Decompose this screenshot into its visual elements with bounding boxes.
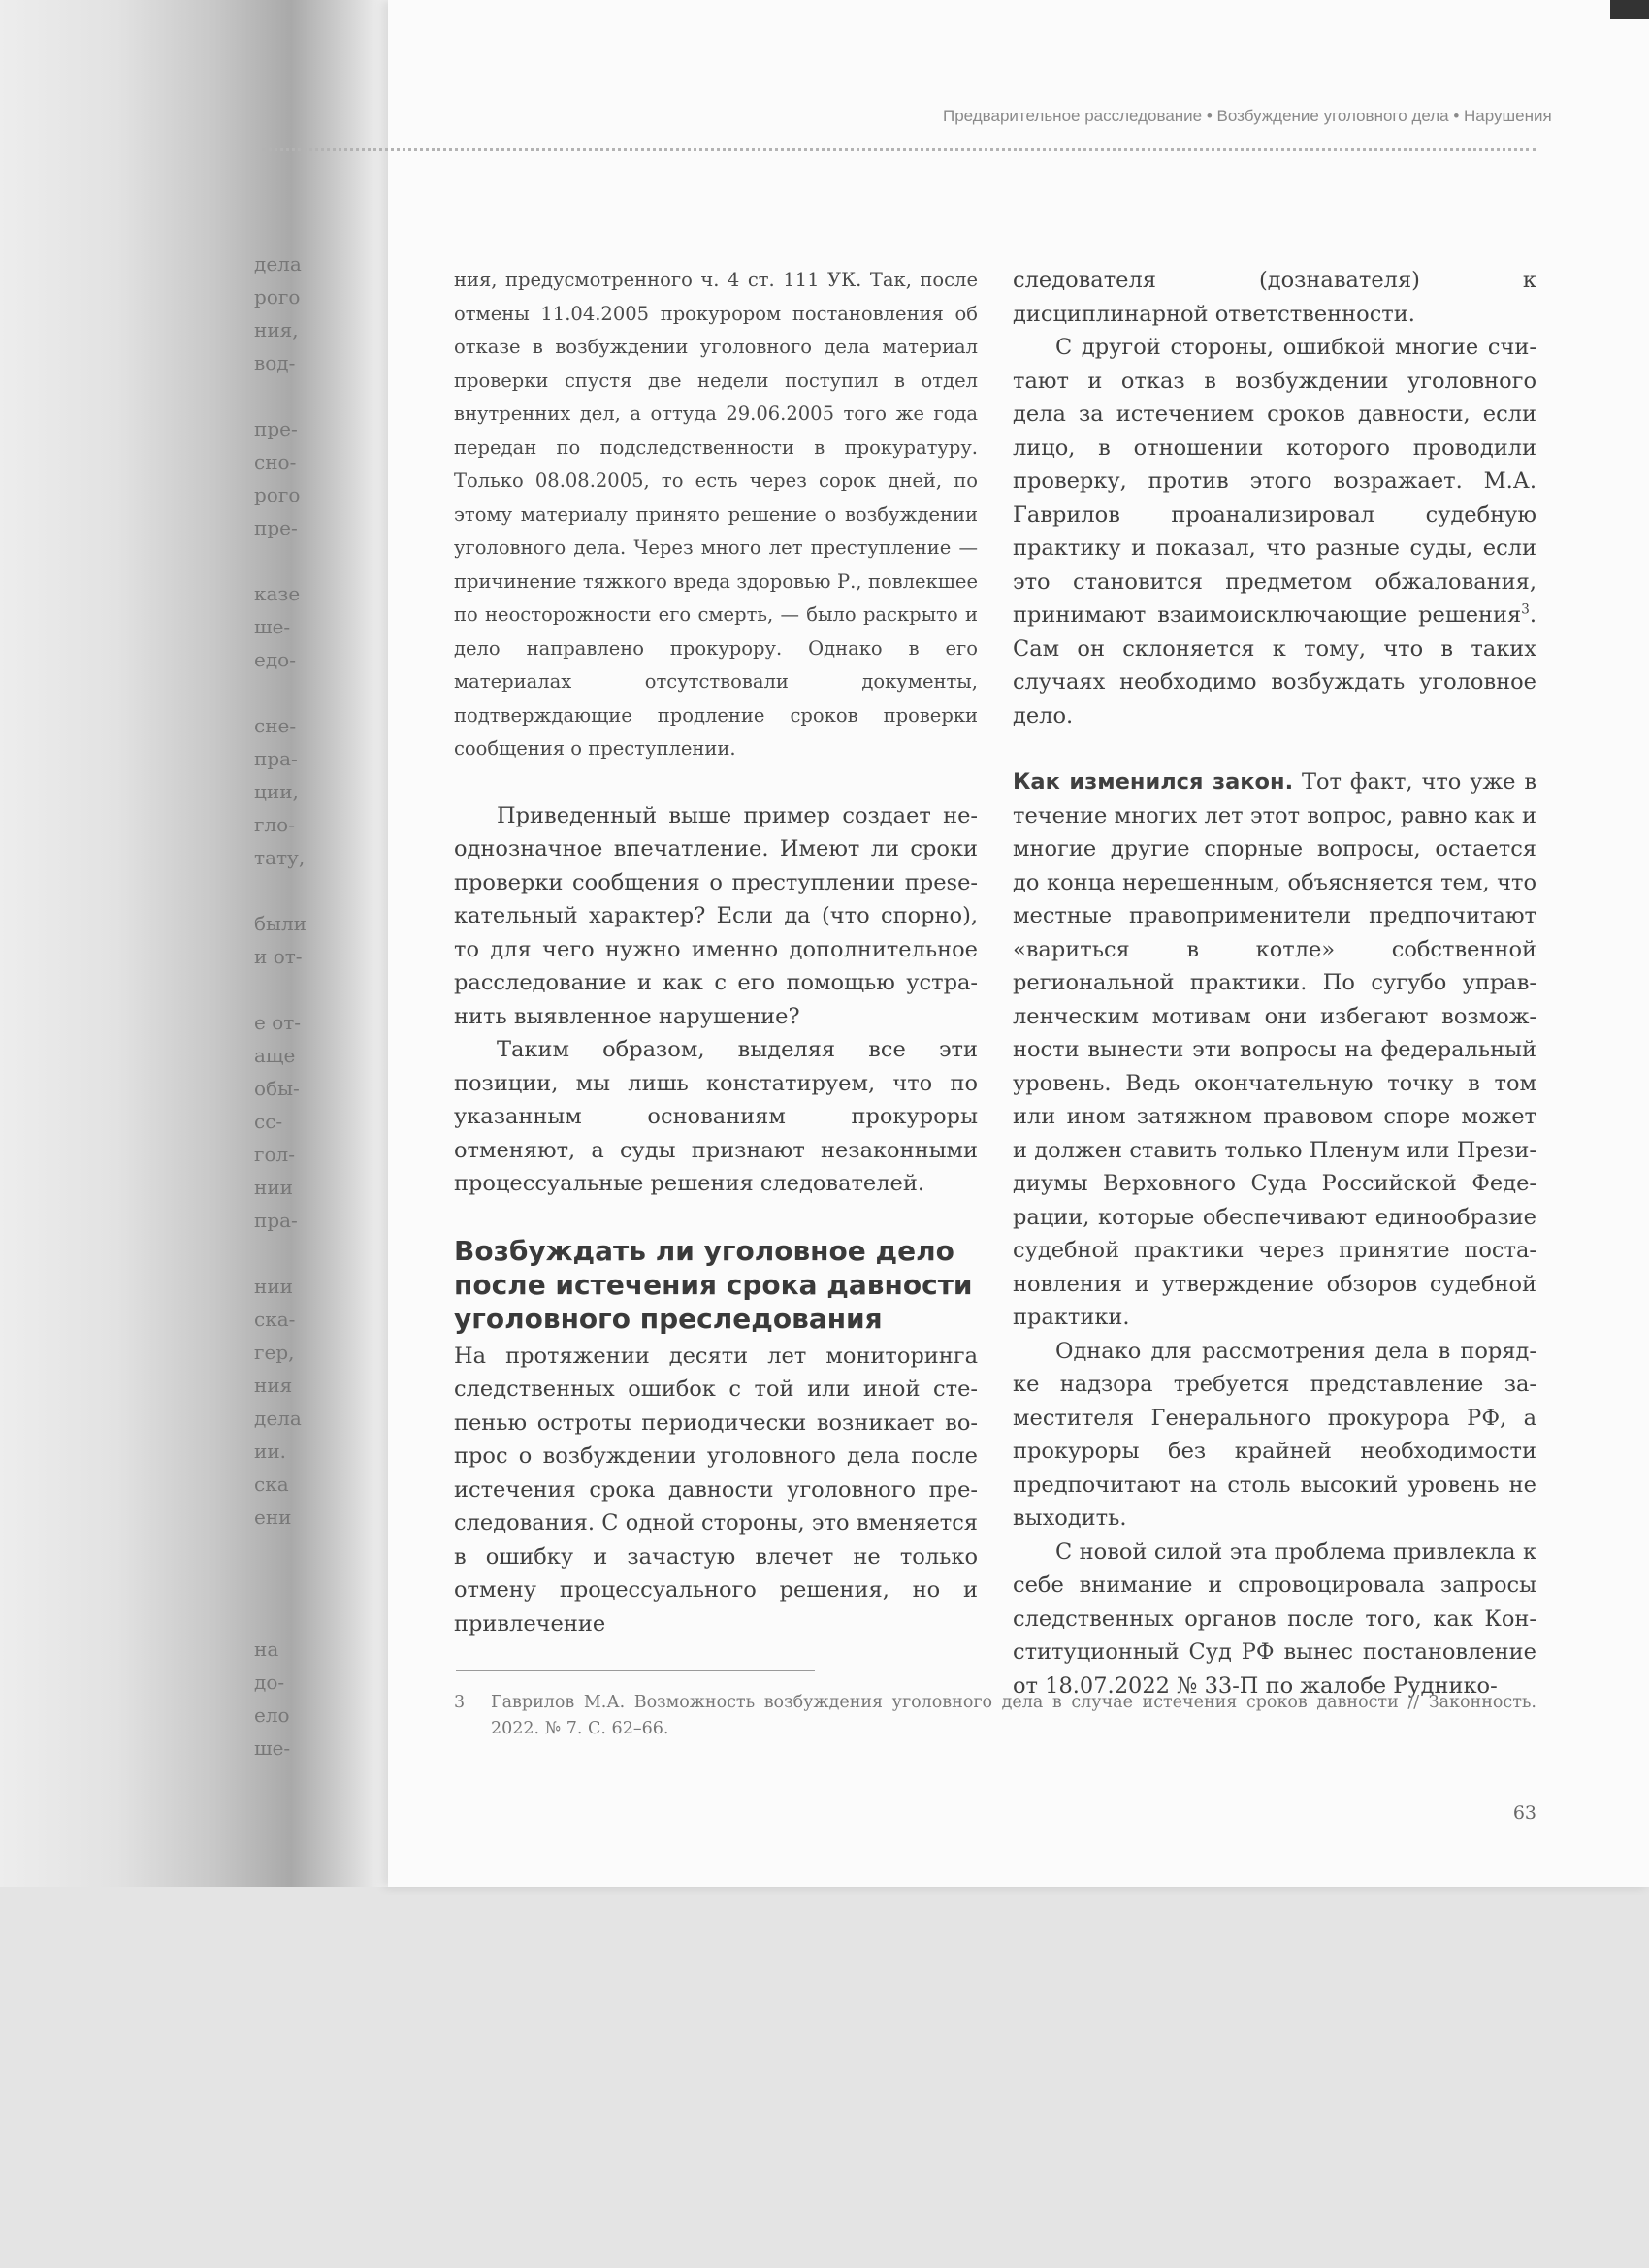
paragraph: следователя (дознавателя) к дисциплинарной ответственности. <box>1013 268 1536 327</box>
previous-page-fragment: дела <box>254 1407 302 1430</box>
previous-page-fragment: тату, <box>254 846 306 869</box>
previous-page-fragment: ело <box>254 1703 290 1727</box>
previous-page-fragment: ше- <box>254 615 291 638</box>
paragraph: Однако для рассмотрения дела в порядке надзора требуется представление заместителя Генерального прокурора РФ, а прокуроры без крайней необходимости предпочитают на столь высокий уровень не выходить. <box>1013 1338 1536 1531</box>
previous-page-fragment: аще <box>254 1044 296 1067</box>
previous-page-fragment: ии. <box>254 1440 287 1463</box>
previous-page-fragment: рого <box>254 483 301 506</box>
section-heading: Возбуждать ли уголовное дело после истечения срока давности уголовного преследования <box>454 1234 973 1335</box>
footnote-number: 3 <box>454 1693 466 1712</box>
previous-page-fragment: сне- <box>254 714 297 737</box>
previous-page-fragment: были <box>254 912 307 935</box>
footnote-text: Гаврилов М.А. Возможность возбуждения уголовного дела в случае истечения сроков давности // Законность. 2022. № 7. С. 62–66. <box>491 1693 1536 1738</box>
footnote <box>454 1690 1536 1742</box>
previous-page-fragment: ени <box>254 1506 292 1529</box>
header-dotted-rule <box>262 148 1536 151</box>
paragraph-text: С другой стороны, ошибкой многие считают и отказ в возбуждении уголовного дела за истечением сроков давности, если лицо, в отношении которого проводили проверку, против этого возражает. М.А. Гаврилов проанализировал судебную практику и показал, что разные суды, если это становится предметом обжалования, принимают взаимоисключающие решения <box>1013 335 1536 628</box>
previous-page-fragment: до- <box>254 1670 285 1694</box>
previous-page-fragment: ции, <box>254 780 299 803</box>
scan-corner <box>1610 0 1649 19</box>
previous-page-fragment: ска <box>254 1473 289 1496</box>
previous-page-fragment <box>254 874 312 907</box>
page-number: 63 <box>1512 1802 1536 1824</box>
previous-page-fragment <box>254 544 312 577</box>
paragraph: На протяжении десяти лет мониторинга следственных ошибок с той или иной степенью остроты периодически возникает вопрос о возбуждении уголовного дела после истечения срока давности уголовного преследования. С одной стороны, это вменяется в ошибку и зачастую влечет не только отмену процессуального решения, но и привлечение <box>454 1343 978 1636</box>
previous-page-fragment: вод- <box>254 351 296 374</box>
previous-page-fragment: рого <box>254 285 301 308</box>
previous-page-fragment: гер, <box>254 1341 295 1364</box>
previous-page-fragment: казе <box>254 582 301 605</box>
previous-page-fragment <box>254 1567 312 1600</box>
previous-page-fragment: пра- <box>254 1209 298 1232</box>
previous-page-fragment: е от- <box>254 1011 302 1034</box>
previous-page-edge <box>254 247 312 1761</box>
paragraph-text: Тот факт, что уже в течение многих лет этот вопрос, равно как и многие другие спорные вопросы, остается до конца нерешенным, объясняется тем, что местные правоприменители предпочитают «вариться в котле» собственной региональной практики. По сугубо управленческим мотивам они избегают возможности вынести эти вопросы на федеральный уровень. Ведь окончательную точку в том или ином затяжном правовом споре может и должен ставить только Пленум или Президиумы Верховного Суда Российской Федерации, которые обеспечивают единообразие судебной практики через принятие постановления и утверждение обзоров судебной практики. <box>1013 769 1537 1330</box>
right-column <box>1013 264 1536 1702</box>
previous-page-fragment <box>254 676 312 709</box>
paragraph <box>1013 765 1536 1335</box>
previous-page-fragment: сно- <box>254 450 297 473</box>
previous-page-fragment <box>254 1600 312 1633</box>
previous-page-fragment: нии <box>254 1275 293 1298</box>
footnote-reference: 3 <box>1521 601 1530 618</box>
previous-page-fragment: дела <box>254 252 302 275</box>
previous-page-fragment: ска- <box>254 1308 296 1331</box>
previous-page-fragment: сс- <box>254 1110 283 1133</box>
previous-page-fragment <box>254 973 312 1006</box>
previous-page-fragment: едо- <box>254 648 296 671</box>
case-example-paragraph: ния, предусмотренного ч. 4 ст. 111 УК. Так, после отмены 11.04.2005 прокурором постановления об отказе в возбуждении уголовного дела материал проверки спустя две недели поступил в отдел внутренних дел, а оттуда 29.06.2005 того же года передан по подследственности в прокуратуру. Только 08.08.2005, то есть через сорок дней, по этому материалу принято решение о возбуждении уголовного дела. Через много лет преступление — причинение тяжкого вреда здоровью Р., повлекшее по неосторожности его смерть, — было раскрыто и дело направлено прокурору. Однако в его материалах отсутствовали документы, подтверждающие продление сроков проверки сообщения о преступлении. <box>454 269 978 760</box>
previous-page-fragment: гло- <box>254 813 295 836</box>
paragraph: Таким образом, выделяя все эти позиции, мы лишь констатируем, что по указанным основаниям прокуроры отменяют, а суды признают незаконными процессуальные решения следователей. <box>454 1037 978 1196</box>
previous-page-fragment: пра- <box>254 747 298 770</box>
previous-page-fragment: гол- <box>254 1143 295 1166</box>
previous-page-fragment: пре- <box>254 417 298 440</box>
previous-page-fragment: пре- <box>254 516 298 539</box>
previous-page-fragment <box>254 1237 312 1270</box>
previous-page-fragment: ния <box>254 1374 293 1397</box>
previous-page-fragment: нии <box>254 1176 293 1199</box>
previous-page-fragment: ше- <box>254 1736 291 1760</box>
previous-page-fragment: на <box>254 1637 279 1661</box>
previous-page-fragment <box>254 379 312 412</box>
paragraph: С новой силой эта проблема привлекла к себе внимание и спровоцировала запросы следственных органов после того, как Конституционный Суд РФ вынес постановление от 18.07.2022 № 33-П по жалобе Руднико- <box>1013 1539 1536 1699</box>
previous-page-fragment: ния, <box>254 318 299 341</box>
previous-page-fragment: и от- <box>254 945 303 968</box>
paragraph <box>1013 331 1536 732</box>
previous-page-fragment: обы- <box>254 1077 300 1100</box>
previous-page-fragment <box>254 1534 312 1567</box>
scanner-bed <box>0 1887 1649 2268</box>
middle-column <box>454 264 978 1640</box>
running-head: Предварительное расследование • Возбуждение уголовного дела • Нарушения <box>943 107 1552 125</box>
footnote-rule <box>456 1670 815 1671</box>
paragraph-text: . Сам он склоняется к тому, что в таких случаях необходимо возбуждать уголовное дело. <box>1013 602 1536 729</box>
paragraph: Приведенный выше пример создает неоднозначное впечатление. Имеют ли сроки проверки сообщения о преступлении прeseкательный характер? Если да (что спорно), то для чего нужно именно дополнительное расследование и как с его помощью устранить выявленное нарушение? <box>454 802 978 1029</box>
run-in-heading: Как изменился закон. <box>1013 769 1294 794</box>
